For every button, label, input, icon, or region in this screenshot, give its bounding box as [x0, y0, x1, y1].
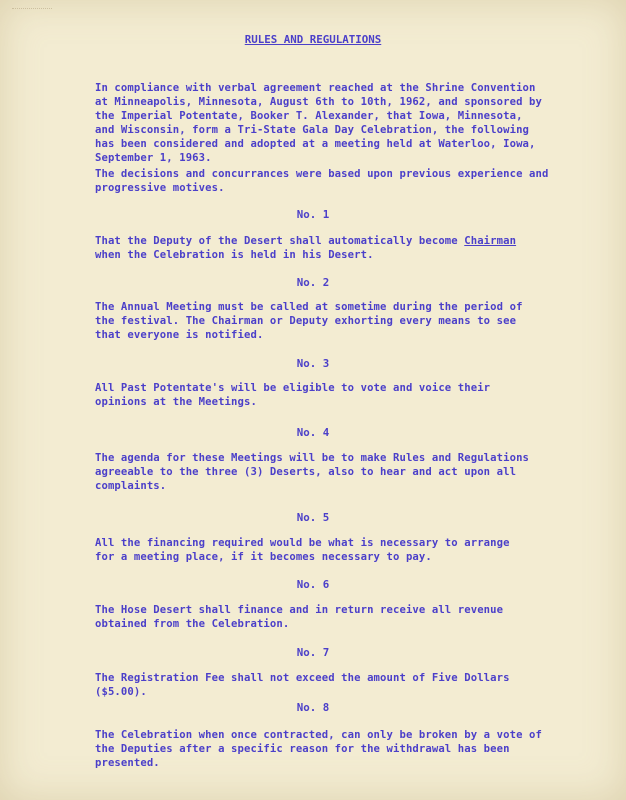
- rule-text-part: when the Celebration is held in his Desert.: [95, 249, 374, 261]
- rule-number: No. 8: [296, 701, 330, 714]
- rule-number: No. 7: [296, 646, 330, 659]
- rule-number: No. 4: [296, 426, 330, 439]
- rule-number: No. 6: [296, 578, 330, 591]
- intro-paragraph-2: The decisions and concurrances were based upon previous experience and progressive motives.: [95, 168, 549, 194]
- rule-text: The Registration Fee shall not exceed the amount of Five Dollars ($5.00).: [95, 672, 510, 698]
- rule-text: All Past Potentate's will be eligible to vote and voice their opinions at the Meetings.: [95, 382, 491, 408]
- corner-mark: [12, 8, 52, 13]
- rule-number: No. 3: [296, 357, 330, 370]
- rule-text: [95, 234, 535, 262]
- rule-text: The agenda for these Meetings will be to make Rules and Regulations agreeable to the three (3) Deserts, also to hear and act upon all complaints.: [95, 452, 530, 492]
- rule-number: No. 1: [296, 208, 330, 221]
- rule-number: No. 5: [296, 511, 330, 524]
- rule-text: All the financing required would be what is necessary to arrange for a meeting place, if it becomes necessary to pay.: [95, 537, 510, 563]
- rule-text-emphasis: Chairman: [464, 235, 517, 247]
- rule-text: The Hose Desert shall finance and in return receive all revenue obtained from the Celebration.: [95, 604, 504, 630]
- rule-text: The Annual Meeting must be called at sometime during the period of the festival. The Chairman or Deputy exhorting every means to see that everyone is notified.: [95, 301, 523, 341]
- rule-text-part: That the Deputy of the Desert shall automatically become: [95, 235, 465, 247]
- intro-paragraph: In compliance with verbal agreement reached at the Shrine Convention at Minneapolis, Minnesota, August 6th to 10th, 1962, and sponsored by the Imperial Potentate, Booker T. Alexander, that Iowa, Minnesota, and Wisconsin, form a Tri-State Gala Day Celebration, the following has been considered and adopted at a meeting held at Waterloo, Iowa, September 1, 1963.: [95, 82, 542, 164]
- rule-text: The Celebration when once contracted, can only be broken by a vote of the Deputies after a specific reason for the withdrawal has been presented.: [95, 729, 542, 769]
- page-title: RULES AND REGULATIONS: [244, 33, 382, 46]
- rule-number: No. 2: [296, 276, 330, 289]
